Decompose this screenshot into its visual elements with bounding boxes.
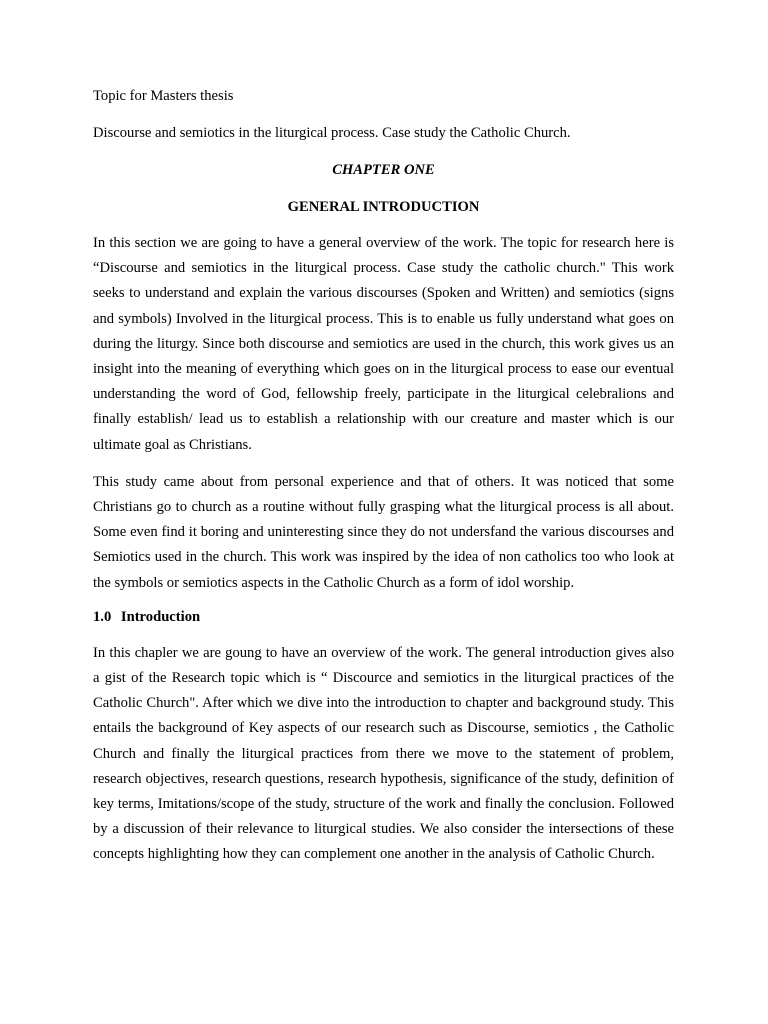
paragraph-motivation: This study came about from personal experience and that of others. It was noticed that some Christians go to church as a routine without fully grasping what the liturgical process is all about. Some even find it boring and uninteresting since they do not undersfand the various discourses and Semiotics used in the church. This work was inspired by the idea of non catholics too who look at the symbols or semiotics aspects in the Catholic Church as a form of idol worship. — [93, 473, 674, 591]
topic-label: Topic for Masters thesis — [93, 88, 234, 104]
paragraph-introduction: In this chapler we are goung to have an overview of the work. The general introduction gives also a gist of the Research topic which is “ Discource and semiotics in the liturgical practices of the Catholic Church". After which we dive into the introduction to chapter and background study. This entails the background of Key aspects of our research such as Discourse, semiotics , the Catholic Church and finally the liturgical practices from there we move to the statement of problem, research objectives, research questions, research hypothesis, significance of the study, definition of key terms, Imitations/scope of the study, structure of the work and finally the conclusion. Followed by a discussion of their relevance to liturgical studies. We also consider the intersections of these concepts highlighting how they can complement one another in the analysis of Catholic Church. — [93, 644, 674, 863]
section-heading-general-introduction: GENERAL INTRODUCTION — [287, 199, 480, 215]
paragraph-overview: In this section we are going to have a general overview of the work. The topic for research here is “Discourse and semiotics in the liturgical process. Case study the catholic church." This work seeks to understand and explain the various discourses (Spoken and Written) and semiotics (signs and symbols) Involved in the liturgical process. This is to enable us fully understand what goes on during the liturgy. Since both discourse and semiotics are used in the church, this work gives us an insight into the meaning of everything which goes on in the liturgical process to ease our eventual understanding the word of God, fellowship freely, participate in the liturgical celebralions and finally establish/ lead us to establish a relationship with our creature and master which is our ultimate goal as Christians. — [93, 235, 674, 453]
subsection-title: Introduction — [120, 608, 201, 625]
subsection-heading — [93, 608, 674, 626]
subsection-number: 1.0 — [93, 608, 112, 625]
chapter-title: CHAPTER ONE — [332, 162, 435, 178]
document-page — [93, 87, 674, 880]
thesis-title: Discourse and semiotics in the liturgical process. Case study the Catholic Church. — [93, 125, 571, 141]
